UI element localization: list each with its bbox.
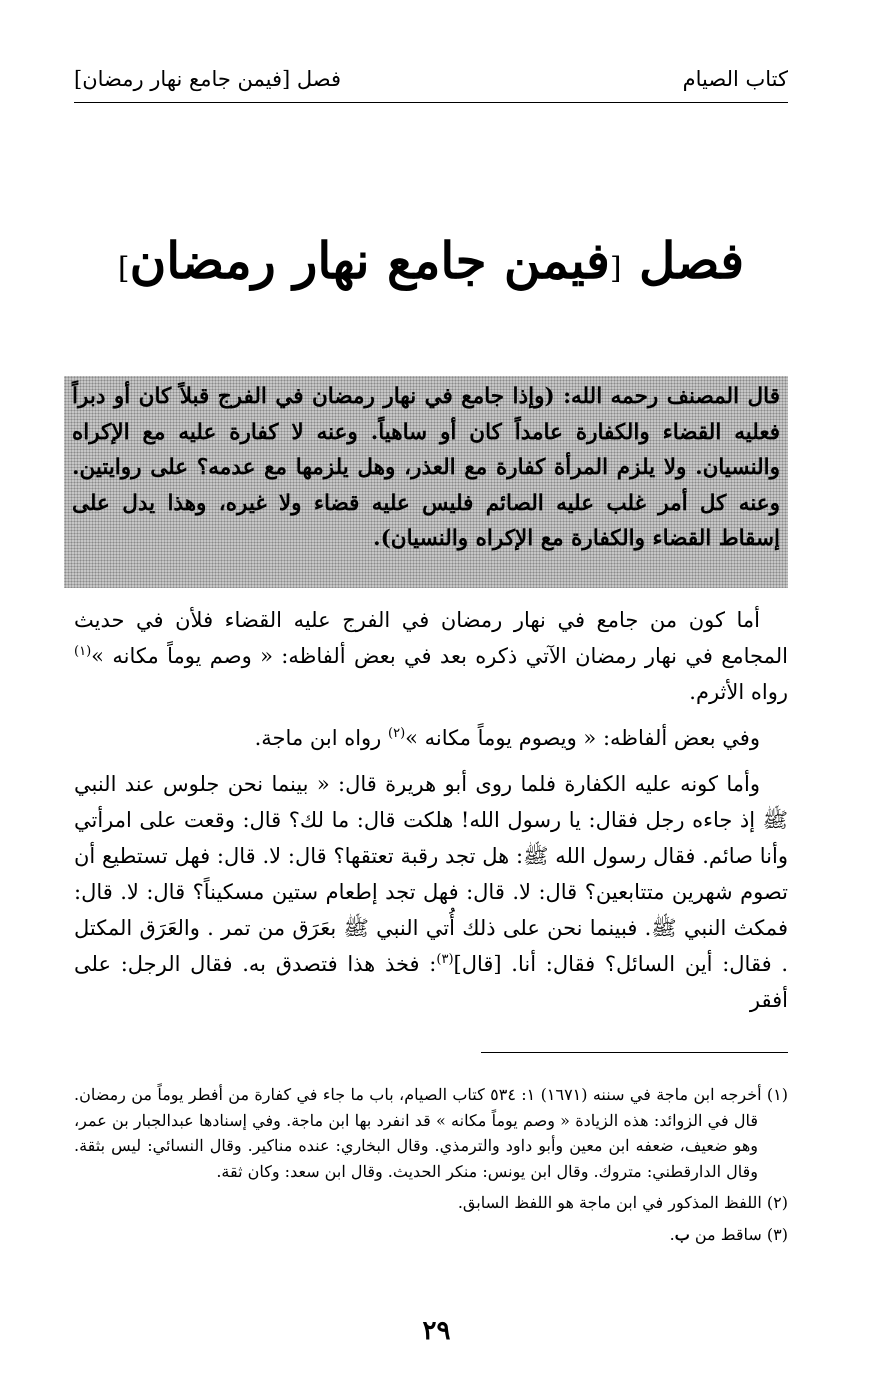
paragraph-2-text: وفي بعض ألفاظه: « ويصوم يوماً مكانه » <box>405 726 760 750</box>
footnote-3-text: (٣) ساقط من <box>689 1224 788 1244</box>
footnotes <box>74 1082 788 1253</box>
footnote-ref-2: (٢) <box>388 726 406 741</box>
paragraph-3 <box>74 766 788 1018</box>
chapter-title <box>74 216 788 314</box>
footnote-3-end: . <box>669 1224 675 1244</box>
paragraph-1-text: أما كون من جامع في نهار رمضان في الفرج عليه القضاء فلأن في حديث المجامع في نهار رمضان الآتي ذكره بعد في بعض ألفاظه: « وصم يوماً مكانه » <box>74 608 788 668</box>
paragraph-3-tail: : فخذ هذا فتصدق به. فقال الرجل: على أفقر <box>74 952 788 1012</box>
footnote-ref-1: (١) <box>74 644 92 659</box>
footnote-separator <box>481 1052 788 1053</box>
footnote-1: (١) أخرجه ابن ماجة في سننه (١٦٧١) ١: ٥٣٤ كتاب الصيام، باب ما جاء في كفارة من أفطر يوماً من رمضان. قال في الزوائد: هذه الزيادة « وصم يوماً مكانه » قد انفرد بها ابن ماجة. وفي إسنادها عبدالجبار بن عمر، وهو ضعيف، ضعفه ابن معين وأبو داود والترمذي. وقال البخاري: عنده مناكير. وقال النسائي: ليس بثقة. وقال الدارقطني: متروك. وقال ابن يونس: منكر الحديث. وقال ابن سعد: وكان ثقة. <box>74 1085 789 1181</box>
paragraph-1 <box>74 602 788 710</box>
book-title: كتاب الصيام <box>682 67 788 91</box>
paragraph-2 <box>74 720 788 756</box>
matn-text: قال المصنف رحمه الله: (وإذا جامع في نهار رمضان في الفرج قبلاً كان أو دبراً فعليه القضاء والكفارة عامداً كان أو ساهياً. وعنه لا كفارة عليه مع الإكراه والنسيان. ولا يلزم المرأة كفارة مع العذر، وهل يلزمها مع عدمه؟ على روايتين. وعنه كل أمر غلب عليه الصائم فليس عليه قضاء ولا غيره، وهذا يدل على إسقاط القضاء والكفارة مع الإكراه والنسيان). <box>72 384 780 551</box>
paragraph-3-text: وأما كونه عليه الكفارة فلما روى أبو هريرة قال: « بينما نحن جلوس عند النبي ﷺ إذ جاءه رجل فقال: يا رسول الله! هلكت قال: ما لك؟ قال: وقعت على امرأتي وأنا صائم. فقال رسول الله ﷺ: هل تجد رقبة تعتقها؟ قال: لا. قال: فهل تستطيع أن تصوم شهرين متتابعين؟ قال: لا. قال: فهل تجد إطعام ستين مسكيناً؟ قال: لا. قال: فمكث النبي ﷺ. فبينما نحن على ذلك أُتي النبي ﷺ بعَرَق من تمر . والعَرَق المكتل . فقال: أين السائل؟ فقال: أنا. [قال] <box>74 772 788 976</box>
chapter-subtitle: فيمن جامع نهار رمضان <box>129 231 610 290</box>
running-header <box>74 64 788 103</box>
chapter-heading: فصل <box>639 231 745 290</box>
bracket-open: [ <box>609 251 622 286</box>
footnote-3 <box>74 1222 788 1248</box>
footnote-3-source: ب <box>674 1224 690 1244</box>
paragraph-2-tail: رواه ابن ماجة. <box>254 726 388 750</box>
section-title: فصل [فيمن جامع نهار رمضان] <box>74 67 342 91</box>
matn-text-block <box>64 376 788 588</box>
page-number: ٢٩ <box>422 1316 451 1346</box>
commentary-body <box>74 602 788 1018</box>
paragraph-1-tail: رواه الأثرم. <box>689 680 788 704</box>
footnote-2: (٢) اللفظ المذكور في ابن ماجة هو اللفظ السابق. <box>457 1193 788 1212</box>
bracket-close: ] <box>117 251 130 286</box>
footnote-ref-3: (٣) <box>436 952 454 967</box>
